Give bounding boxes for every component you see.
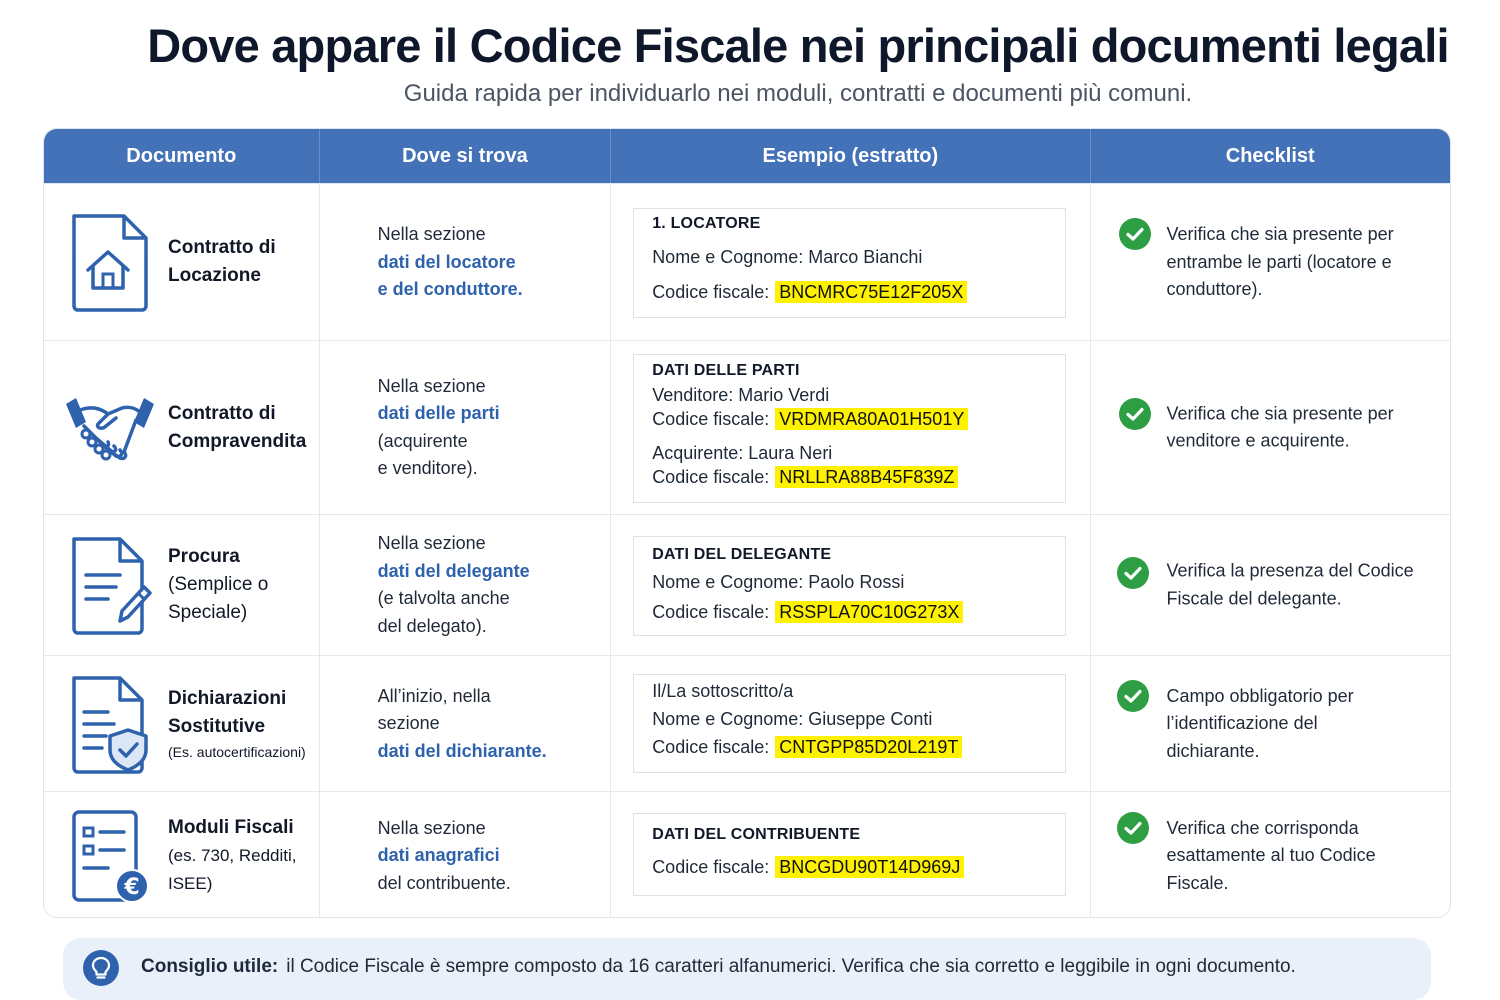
where-text: Nella sezione dati del locatore e del conduttore.	[377, 223, 523, 299]
example-cell	[611, 656, 1090, 791]
documents-table	[43, 128, 1451, 918]
document-cell	[44, 515, 320, 655]
example-buyer-line: Acquirente: Laura Neri	[652, 443, 833, 463]
example-box	[633, 674, 1065, 773]
tip-banner	[63, 938, 1431, 1000]
checklist-text: Verifica che sia presente per venditore e acquirente.	[1166, 403, 1394, 451]
checklist-text: Verifica che corrisponda esattamente al tuo Codice Fiscale.	[1166, 817, 1376, 893]
example-cf-line: Codice fiscale: CNTGPP85D20L219T	[652, 737, 1046, 758]
example-heading: DATI DEL CONTRIBUENTE	[652, 826, 861, 843]
checklist-text: Campo obbligatorio per l’identificazione del dichiarante.	[1166, 685, 1354, 761]
document-name: Procura (Semplice o Speciale)	[168, 546, 269, 623]
table-header	[44, 129, 1450, 183]
tip-text: Consiglio utile: il Codice Fiscale è sempre composto da 16 caratteri alfanumerici. Verifica che sia corretto e leggibile in ogni documento.	[141, 956, 1296, 977]
where-cell	[320, 792, 612, 918]
lightbulb-icon	[83, 950, 119, 986]
document-cell	[44, 341, 320, 514]
codice-fiscale-value: BNCMRC75E12F205X	[775, 281, 967, 303]
handshake-icon	[62, 388, 158, 468]
where-text: All’inizio, nella sezione dati del dichiarante.	[377, 685, 547, 761]
document-name: Contratto di Locazione	[168, 237, 276, 286]
document-shield-icon	[68, 674, 152, 774]
document-cell	[44, 792, 320, 918]
example-cell	[611, 515, 1090, 655]
table-row	[44, 514, 1450, 655]
header-esempio: Esempio (estratto)	[611, 129, 1090, 183]
codice-fiscale-value: CNTGPP85D20L219T	[775, 736, 962, 758]
example-heading: Il/La sottoscritto/a	[652, 681, 794, 701]
header-checklist: Checklist	[1225, 144, 1315, 167]
checklist-cell	[1091, 792, 1450, 918]
where-text: Nella sezione dati anagrafici del contribuente.	[377, 817, 511, 893]
header-documento: Documento	[44, 129, 320, 183]
checklist-cell	[1091, 184, 1450, 340]
check-icon	[1119, 218, 1151, 250]
example-cf-line: Codice fiscale: BNCMRC75E12F205X	[652, 282, 1046, 303]
where-text: Nella sezione dati delle parti (acquirente e venditore).	[377, 375, 500, 478]
checklist-cell	[1091, 656, 1450, 791]
document-name: Moduli Fiscali (es. 730, Redditi, ISEE)	[168, 816, 297, 893]
example-cell	[611, 341, 1090, 514]
house-document-icon	[68, 212, 152, 312]
example-heading: 1. LOCATORE	[652, 215, 761, 232]
example-cf-line: Codice fiscale: RSSPLA70C10G273X	[652, 602, 1046, 623]
example-cf-line: Codice fiscale: NRLLRA88B45F839Z	[652, 467, 1046, 488]
document-cell	[44, 184, 320, 340]
document-cell	[44, 656, 320, 791]
document-name: Contratto di Compravendita	[168, 402, 307, 452]
where-cell	[320, 341, 612, 514]
svg-text:€: €	[124, 874, 140, 900]
checklist-text: Verifica che sia presente per entrambe le parti (locatore e conduttore).	[1166, 223, 1394, 299]
example-box	[633, 813, 1065, 896]
where-text: Nella sezione dati del delegante (e talvolta anche del delegato).	[377, 533, 530, 636]
table-row	[44, 183, 1450, 340]
example-seller-line: Venditore: Mario Verdi	[652, 385, 830, 405]
checklist-cell	[1091, 341, 1450, 514]
example-cf-line: Codice fiscale: BNCGDU90T14D969J	[652, 857, 1046, 878]
codice-fiscale-value: NRLLRA88B45F839Z	[775, 466, 958, 488]
where-cell	[320, 184, 612, 340]
where-cell	[320, 656, 612, 791]
tip-label: Consiglio utile:	[141, 956, 279, 977]
tax-form-euro-icon	[68, 806, 152, 906]
example-cf-line: Codice fiscale: VRDMRA80A01H501Y	[652, 409, 1046, 430]
check-icon	[1117, 680, 1149, 712]
example-heading: DATI DELLE PARTI	[652, 362, 800, 379]
check-icon	[1117, 557, 1149, 589]
document-name: Dichiarazioni Sostitutive (Es. autocertificazioni)	[168, 687, 306, 760]
check-icon	[1117, 812, 1149, 844]
checklist-cell	[1091, 515, 1450, 655]
example-cell	[611, 184, 1090, 340]
page-subtitle: Guida rapida per individuarlo nei moduli, contratti e documenti più comuni.	[403, 80, 1193, 107]
example-box	[633, 354, 1065, 503]
example-box	[633, 208, 1065, 318]
table-row	[44, 791, 1450, 918]
document-pen-icon	[68, 535, 152, 635]
example-heading: DATI DEL DELEGANTE	[652, 546, 832, 563]
codice-fiscale-value: RSSPLA70C10G273X	[775, 601, 963, 623]
codice-fiscale-value: VRDMRA80A01H501Y	[775, 408, 968, 430]
header-dove-si-trova: Dove si trova	[320, 129, 612, 183]
table-row	[44, 655, 1450, 791]
example-cell	[611, 792, 1090, 918]
table-row	[44, 340, 1450, 514]
example-box	[633, 536, 1065, 636]
example-name-line: Nome e Cognome: Giuseppe Conti	[652, 709, 933, 729]
example-name-line: Nome e Cognome: Paolo Rossi	[652, 572, 905, 592]
example-name-line: Nome e Cognome: Marco Bianchi	[652, 247, 923, 267]
page-title: Dove appare il Codice Fiscale nei principali documenti legali	[147, 19, 1449, 72]
where-cell	[320, 515, 612, 655]
codice-fiscale-value: BNCGDU90T14D969J	[775, 856, 964, 878]
checklist-text: Verifica la presenza del Codice Fiscale del delegante.	[1166, 560, 1414, 608]
check-icon	[1119, 398, 1151, 430]
